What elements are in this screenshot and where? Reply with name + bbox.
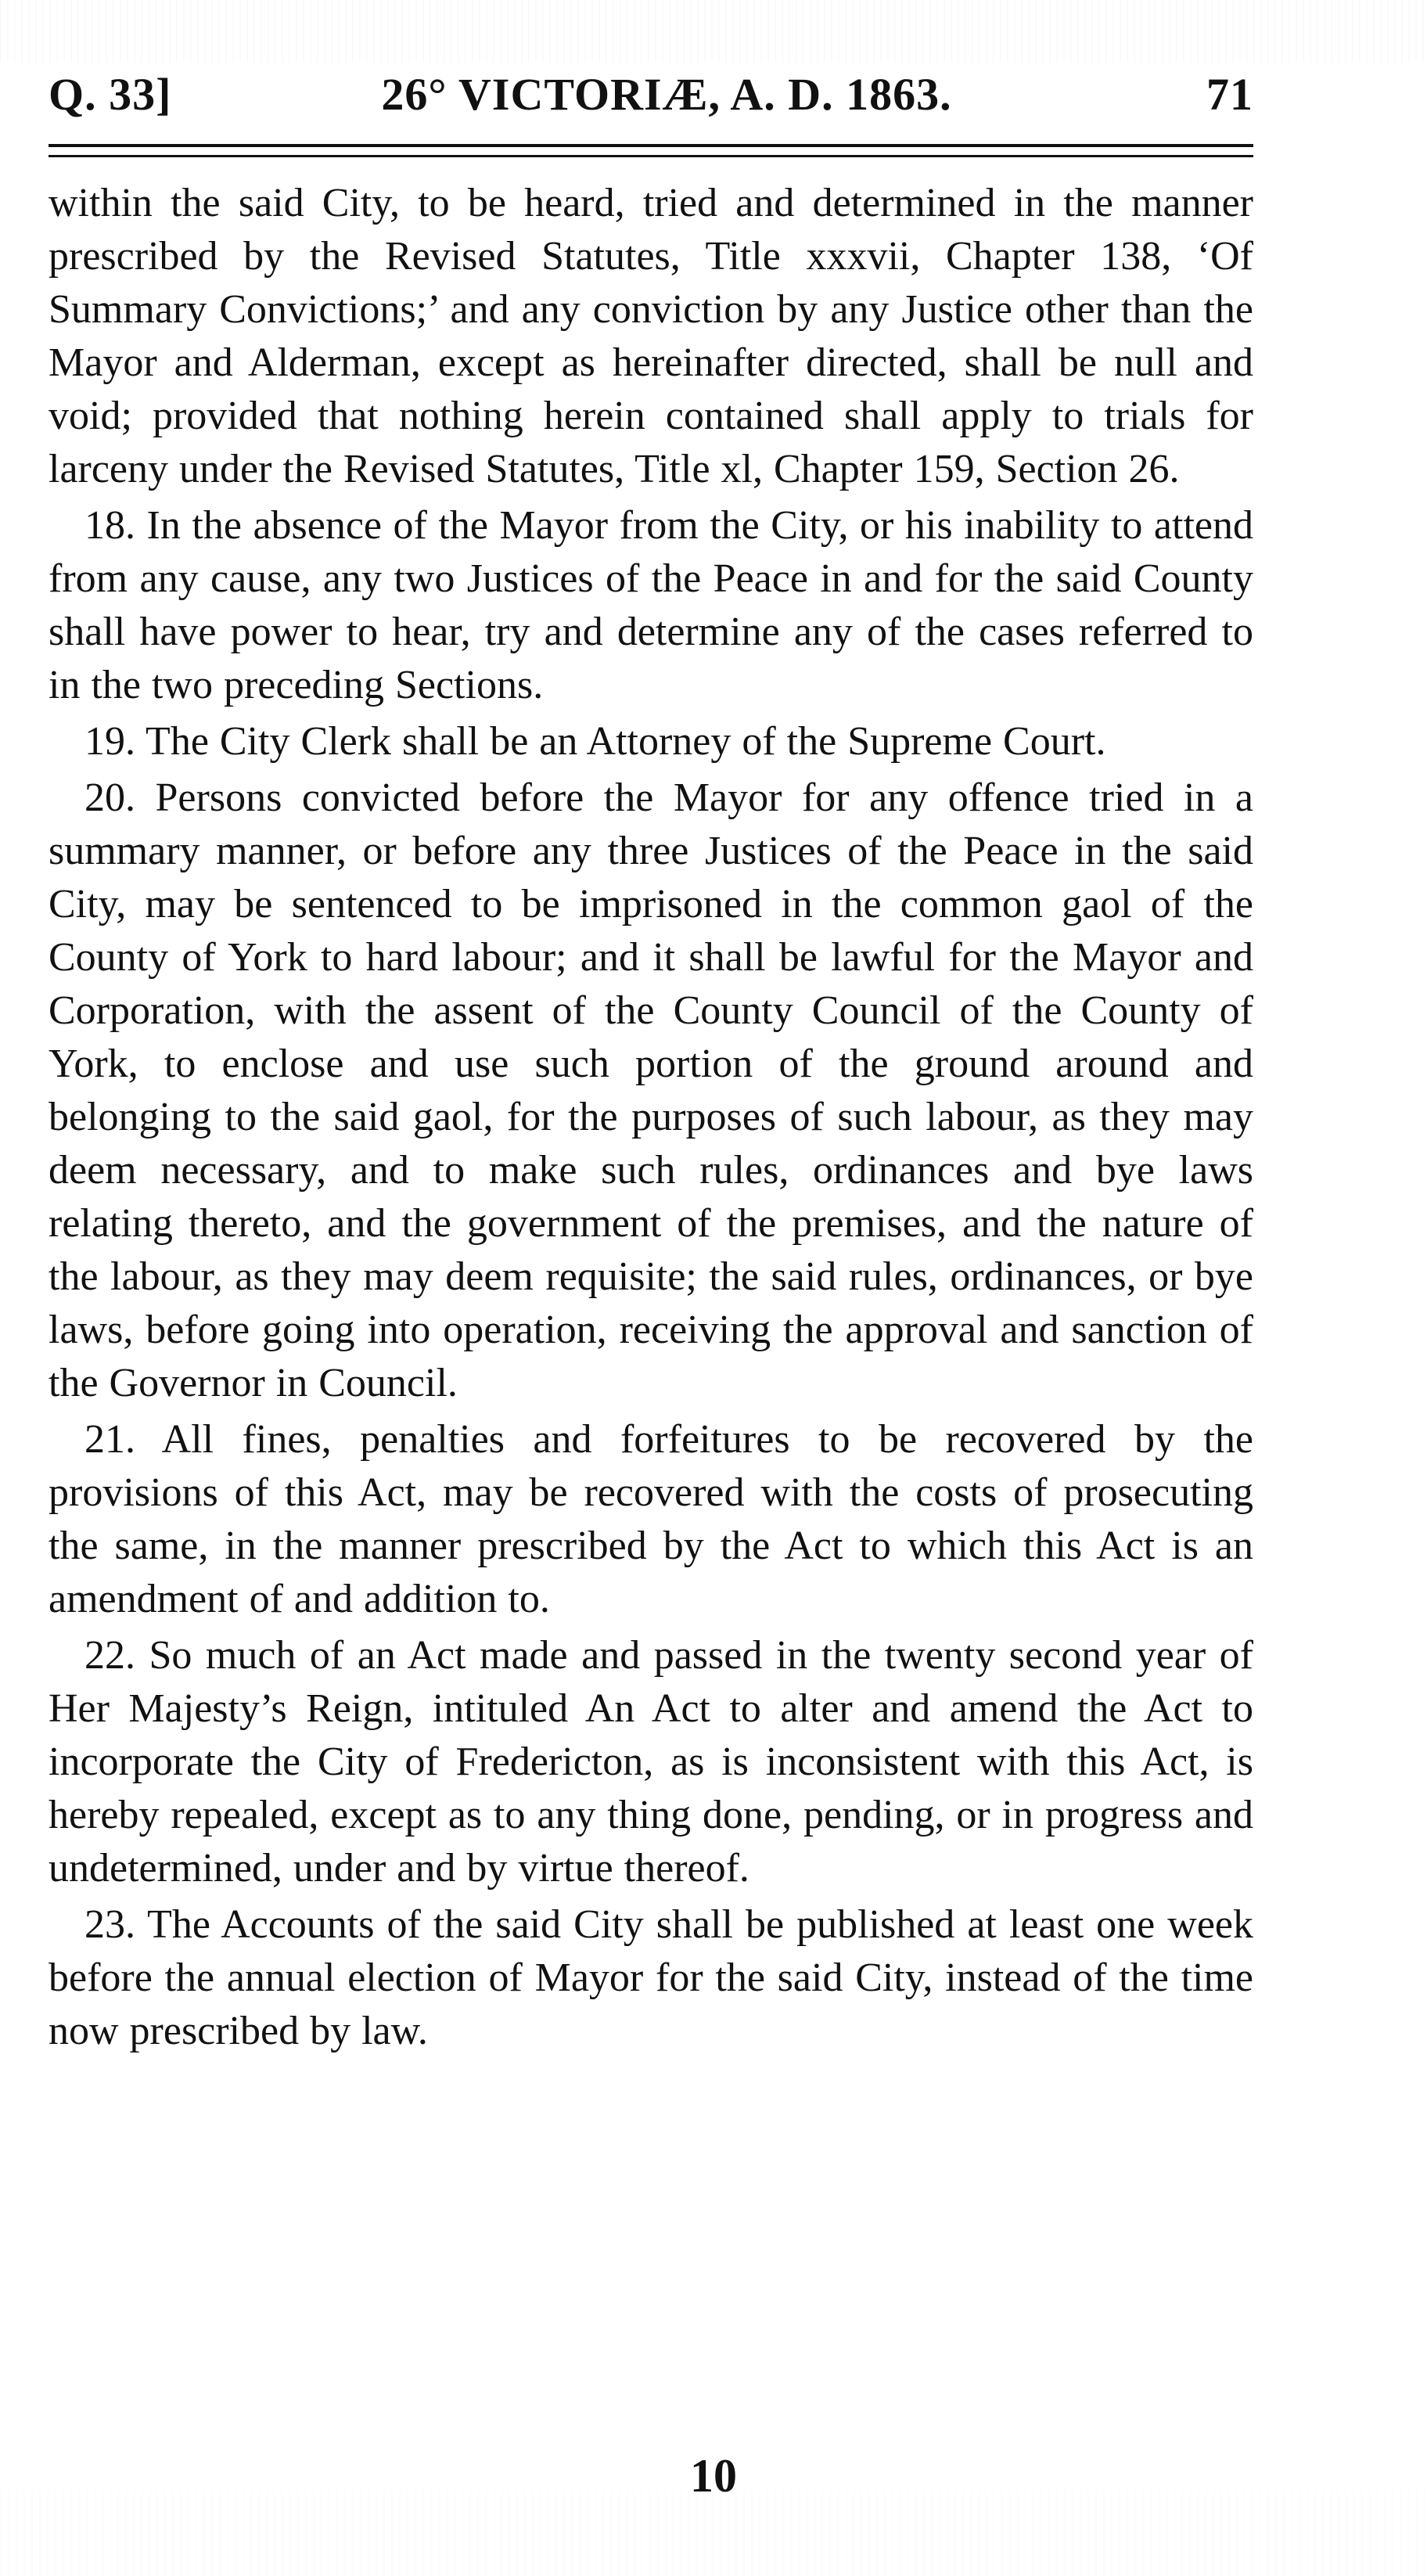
scan-texture-bottom	[0, 2490, 1427, 2576]
section-22: 22. So much of an Act made and passed in the twenty second year of Her Majesty’s Reign, intituled An Act to alter and amend the Act to incorporate the City of Fredericton, as is inconsistent with this Act, is hereby repealed, except as to any thing done, pending, or in progress and undetermined, under and by virtue thereof.	[49, 1633, 1253, 1891]
page-header	[49, 69, 1253, 142]
header-page-number: 71	[1206, 69, 1253, 120]
section-20: 20. Persons convicted before the Mayor for any offence tried in a summary manner, or before any three Justices of the Peace in the said City, may be sentenced to be imprisoned in the common gaol of the County of York to hard labour; and it shall be lawful for the Mayor and Corporation, with the assent of the County Council of the County of York, to enclose and use such portion of the ground around and belonging to the said gaol, for the purposes of such labour, as they may deem necessary, and to make such rules, ordinances and bye laws relating thereto, and the government of the premises, and the nature of the labour, as they may deem requisite; the said rules, ordinances, or bye laws, before going into operation, receiving the approval and sanction of the Governor in Council.	[49, 775, 1253, 1405]
footer-page-number: 10	[690, 2450, 737, 2502]
section-18: 18. In the absence of the Mayor from the City, or his inability to attend from any cause, any two Justices of the Peace in and for the said County shall have power to hear, try and determine any of the cases referred to in the two preceding Sections.	[49, 503, 1253, 707]
scan-texture-top	[0, 0, 1427, 63]
header-left-text: Q. 33]	[49, 69, 172, 120]
main-text	[49, 177, 1253, 2058]
header-rule-bottom	[49, 155, 1253, 157]
section-19: 19. The City Clerk shall be an Attorney of the Supreme Court.	[84, 719, 1106, 764]
paragraph-continuation: within the said City, to be heard, tried and determined in the manner prescribed by the Revised Statutes, Title xxxvii, Chapter 138, ‘Of Summary Convictions;’ and any conviction by any Justice other than the Mayor and Alderman, except as hereinafter directed, shall be null and void; provided that nothing herein contained shall apply to trials for larceny under the Revised Statutes, Title xl, Chapter 159, Section 26.	[49, 181, 1253, 491]
header-center-text: 26° VICTORIÆ, A. D. 1863.	[381, 69, 952, 120]
header-rule-top	[49, 144, 1253, 147]
section-21: 21. All fines, penalties and forfeitures to be recovered by the provisions of this Act, may be recovered with the costs of prosecuting the same, in the manner prescribed by the Act to which this Act is an amendment of and addition to.	[49, 1417, 1253, 1621]
section-23: 23. The Accounts of the said City shall be published at least one week before the annual election of Mayor for the said City, instead of the time now prescribed by law.	[49, 1902, 1253, 2053]
